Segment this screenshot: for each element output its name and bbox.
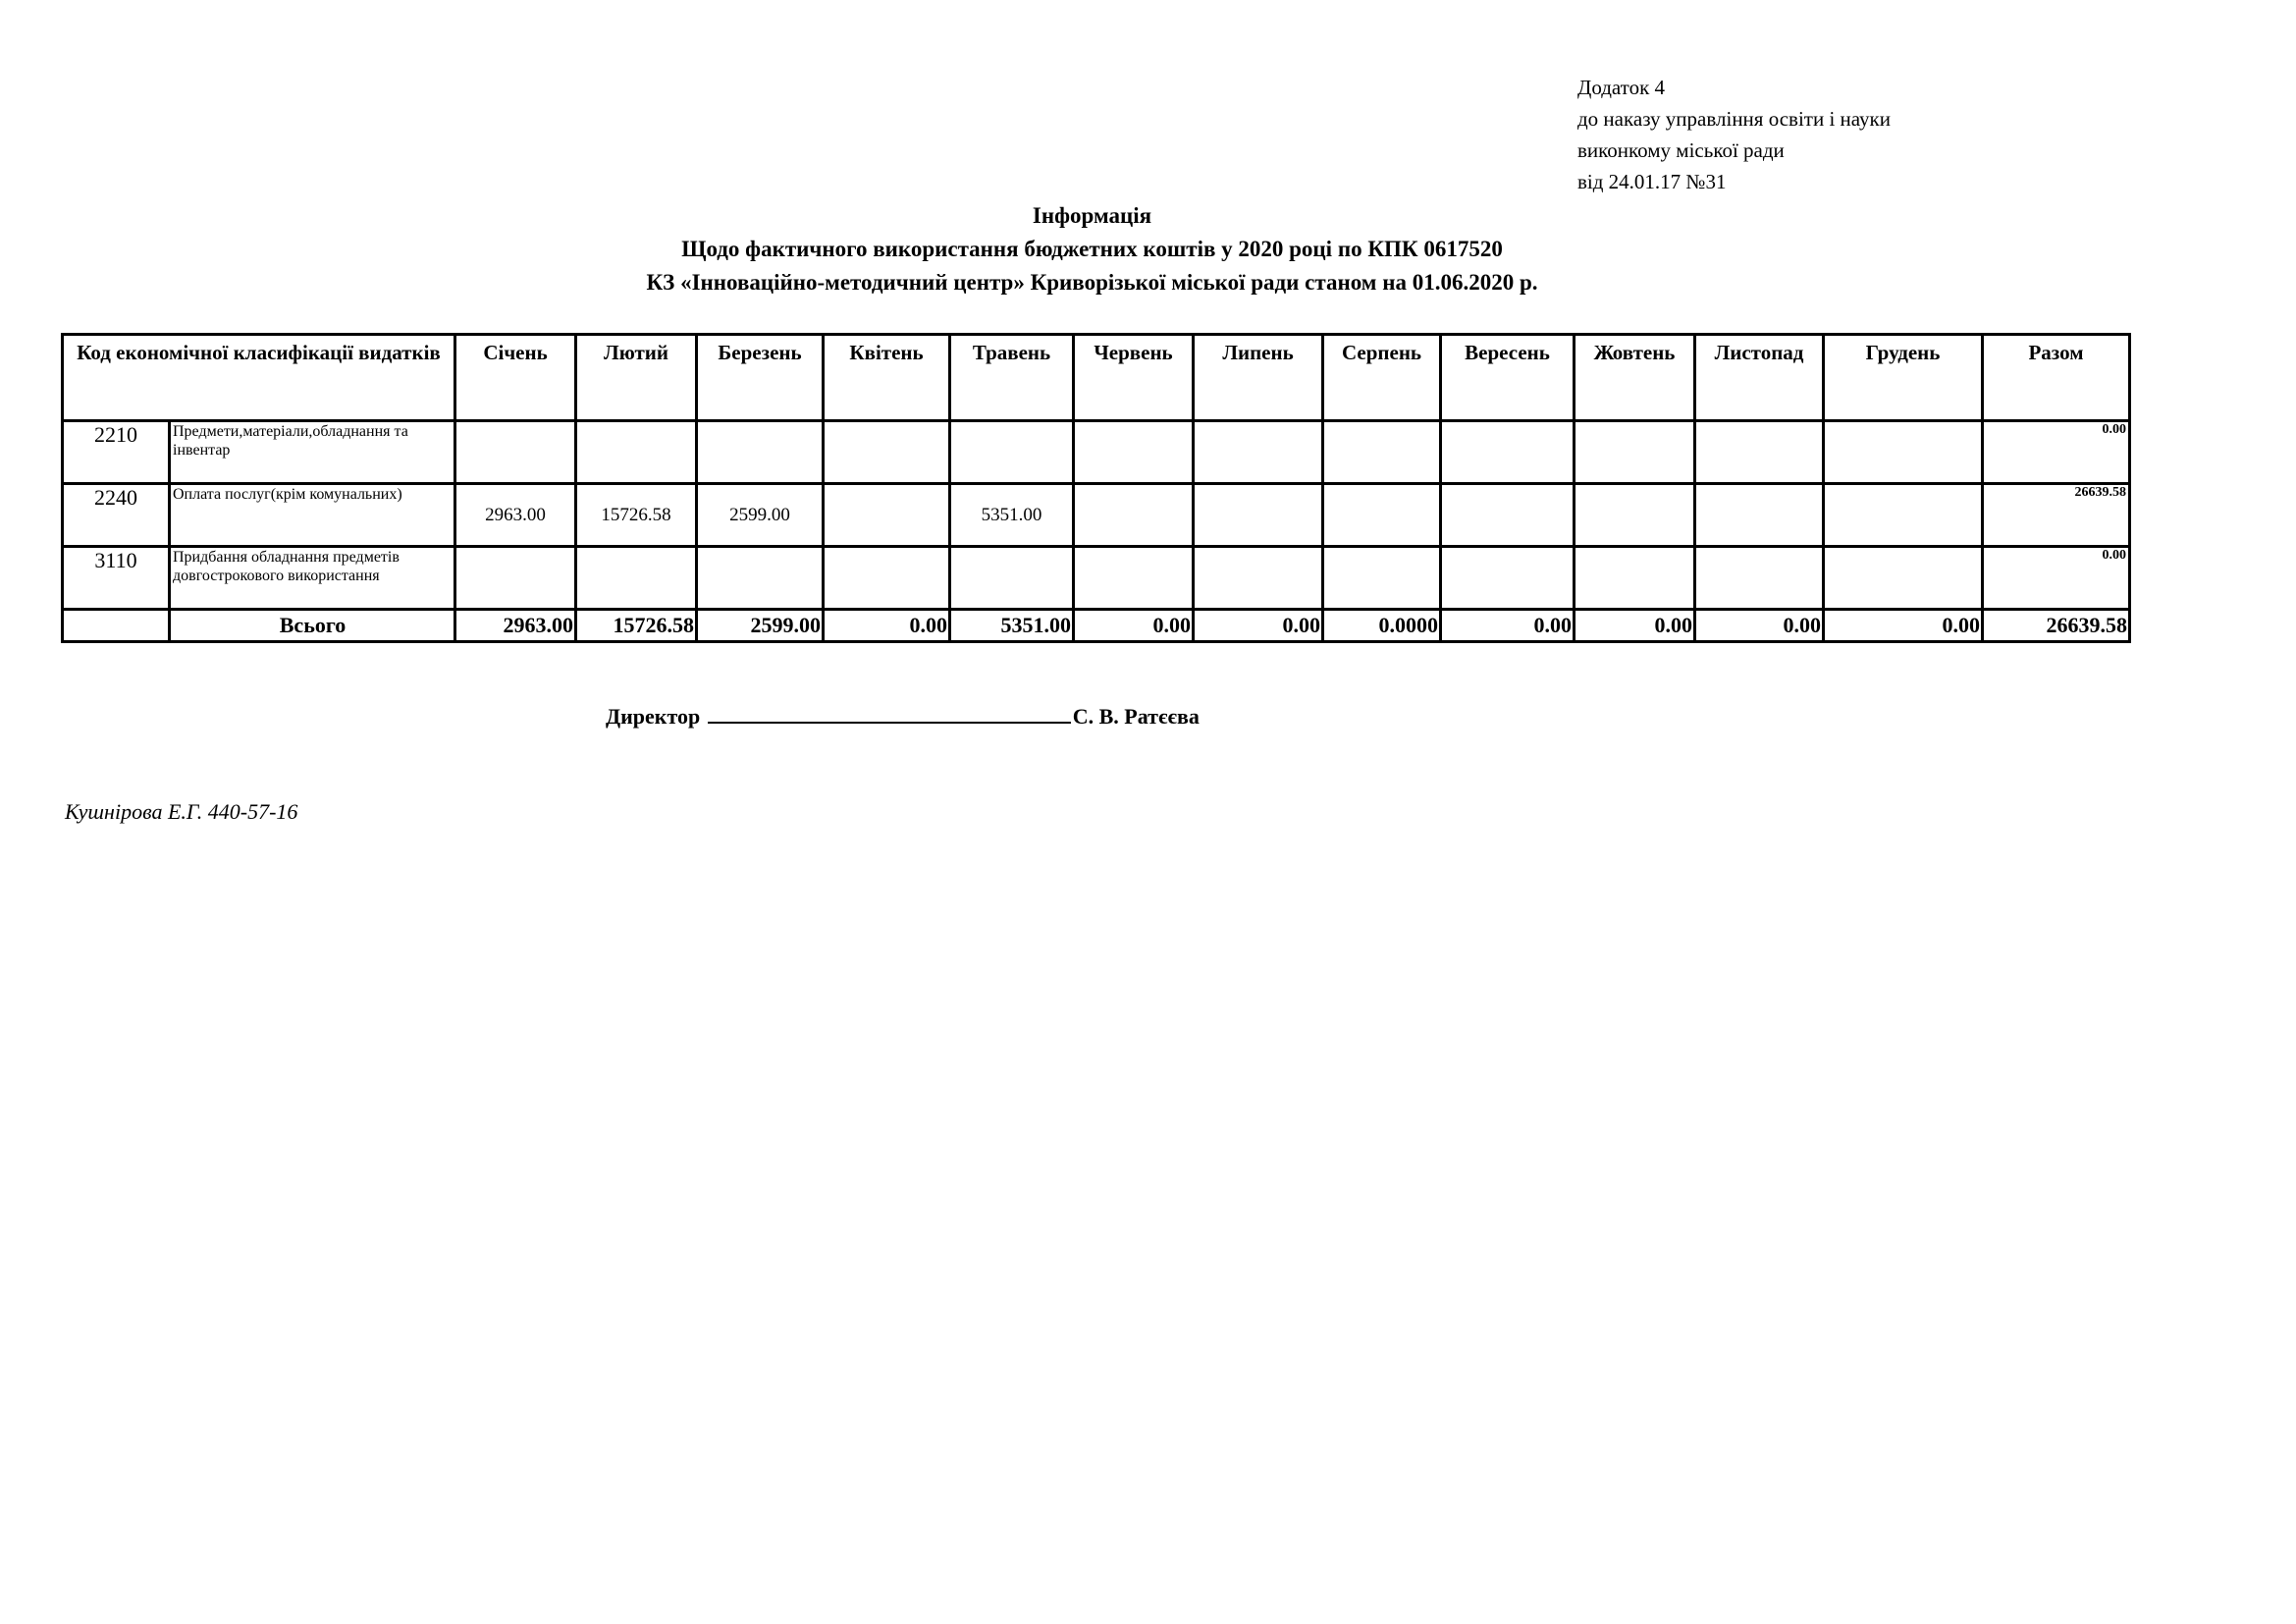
title-line: Щодо фактичного використання бюджетних коштів у 2020 році по КПК 0617520 <box>681 237 1503 261</box>
row-month-value <box>1575 484 1695 547</box>
row-month-value <box>1695 484 1824 547</box>
row-month-value: 15726.58 <box>576 484 697 547</box>
row-name-cell <box>170 421 455 484</box>
document-title <box>0 199 2184 299</box>
table-total-row <box>63 610 2130 642</box>
title-line: Інформація <box>1032 203 1152 228</box>
total-month-value: 0.00 <box>1441 610 1575 642</box>
header-month: Вересень <box>1441 335 1575 421</box>
row-month-value <box>824 421 950 484</box>
header-month: Червень <box>1074 335 1194 421</box>
row-name-cell <box>170 484 455 547</box>
row-month-value <box>1441 421 1575 484</box>
header-code: Код економічної класифікації видатків <box>63 335 455 421</box>
row-month-value <box>1074 484 1194 547</box>
row-name: Предмети,матеріали,обладнання та інвентар <box>173 423 408 459</box>
row-month-value <box>950 547 1074 610</box>
row-month-value <box>576 547 697 610</box>
row-month-value <box>1695 421 1824 484</box>
total-month-value: 0.00 <box>1824 610 1983 642</box>
total-month-value: 2963.00 <box>455 610 576 642</box>
row-month-value <box>1824 421 1983 484</box>
row-month-value <box>950 421 1074 484</box>
signature-block <box>606 704 1200 730</box>
total-month-value: 0.0000 <box>1323 610 1441 642</box>
total-empty-cell <box>63 610 170 642</box>
row-month-value <box>1441 484 1575 547</box>
header-month: Листопад <box>1695 335 1824 421</box>
table-header-row <box>63 335 2130 421</box>
appendix-line: до наказу управління освіти і науки <box>1577 107 1891 131</box>
header-month: Жовтень <box>1575 335 1695 421</box>
header-month: Квітень <box>824 335 950 421</box>
row-name-cell <box>170 547 455 610</box>
title-line: КЗ «Інноваційно-методичний центр» Криворізької міської ради станом на 01.06.2020 р. <box>646 270 1538 295</box>
table-row <box>63 421 2130 484</box>
header-month: Лютий <box>576 335 697 421</box>
total-month-value: 15726.58 <box>576 610 697 642</box>
row-month-value <box>1441 547 1575 610</box>
row-month-value <box>1194 484 1323 547</box>
total-month-value: 2599.00 <box>697 610 824 642</box>
row-month-value <box>824 547 950 610</box>
row-month-value <box>1695 547 1824 610</box>
header-month: Грудень <box>1824 335 1983 421</box>
signature-position: Директор <box>606 704 701 729</box>
budget-table <box>61 333 2131 643</box>
executor-contact: Кушнірова Е.Г. 440-57-16 <box>65 799 298 824</box>
total-month-value: 0.00 <box>1695 610 1824 642</box>
row-month-value <box>697 547 824 610</box>
total-label: Всього <box>170 610 455 642</box>
row-month-value <box>1323 421 1441 484</box>
header-month: Травень <box>950 335 1074 421</box>
signature-name: С. В. Ратєєва <box>1072 704 1200 729</box>
row-code: 3110 <box>63 547 170 610</box>
row-name: Оплата послуг(крім комунальних) <box>173 486 402 503</box>
total-month-value: 0.00 <box>1194 610 1323 642</box>
total-month-value: 0.00 <box>824 610 950 642</box>
row-month-value <box>1575 421 1695 484</box>
header-month: Березень <box>697 335 824 421</box>
appendix-line: виконкому міської ради <box>1577 138 1785 162</box>
row-name: Придбання обладнання предметів довгострокового використання <box>173 549 400 584</box>
row-month-value <box>1323 484 1441 547</box>
row-month-value: 2963.00 <box>455 484 576 547</box>
row-month-value <box>576 421 697 484</box>
appendix-line: Додаток 4 <box>1577 76 1666 99</box>
row-month-value <box>455 421 576 484</box>
appendix-line: від 24.01.17 №31 <box>1577 170 1727 193</box>
header-month: Серпень <box>1323 335 1441 421</box>
row-month-value <box>824 484 950 547</box>
row-month-value <box>1074 547 1194 610</box>
row-code: 2240 <box>63 484 170 547</box>
row-month-value <box>1194 421 1323 484</box>
row-month-value <box>1575 547 1695 610</box>
table-row <box>63 484 2130 547</box>
row-month-value <box>455 547 576 610</box>
row-month-value <box>1824 547 1983 610</box>
row-code: 2210 <box>63 421 170 484</box>
signature-line <box>708 704 1071 724</box>
total-sum: 26639.58 <box>1983 610 2130 642</box>
header-total: Разом <box>1983 335 2130 421</box>
header-month: Липень <box>1194 335 1323 421</box>
appendix-note <box>1577 72 1891 197</box>
row-sum: 26639.58 <box>1983 484 2130 547</box>
total-month-value: 5351.00 <box>950 610 1074 642</box>
row-month-value <box>1074 421 1194 484</box>
row-month-value <box>1194 547 1323 610</box>
row-month-value: 2599.00 <box>697 484 824 547</box>
total-month-value: 0.00 <box>1575 610 1695 642</box>
table-row <box>63 547 2130 610</box>
total-month-value: 0.00 <box>1074 610 1194 642</box>
row-month-value <box>697 421 824 484</box>
header-month: Січень <box>455 335 576 421</box>
row-month-value <box>1824 484 1983 547</box>
row-month-value <box>1323 547 1441 610</box>
row-month-value: 5351.00 <box>950 484 1074 547</box>
row-sum: 0.00 <box>1983 547 2130 610</box>
row-sum: 0.00 <box>1983 421 2130 484</box>
